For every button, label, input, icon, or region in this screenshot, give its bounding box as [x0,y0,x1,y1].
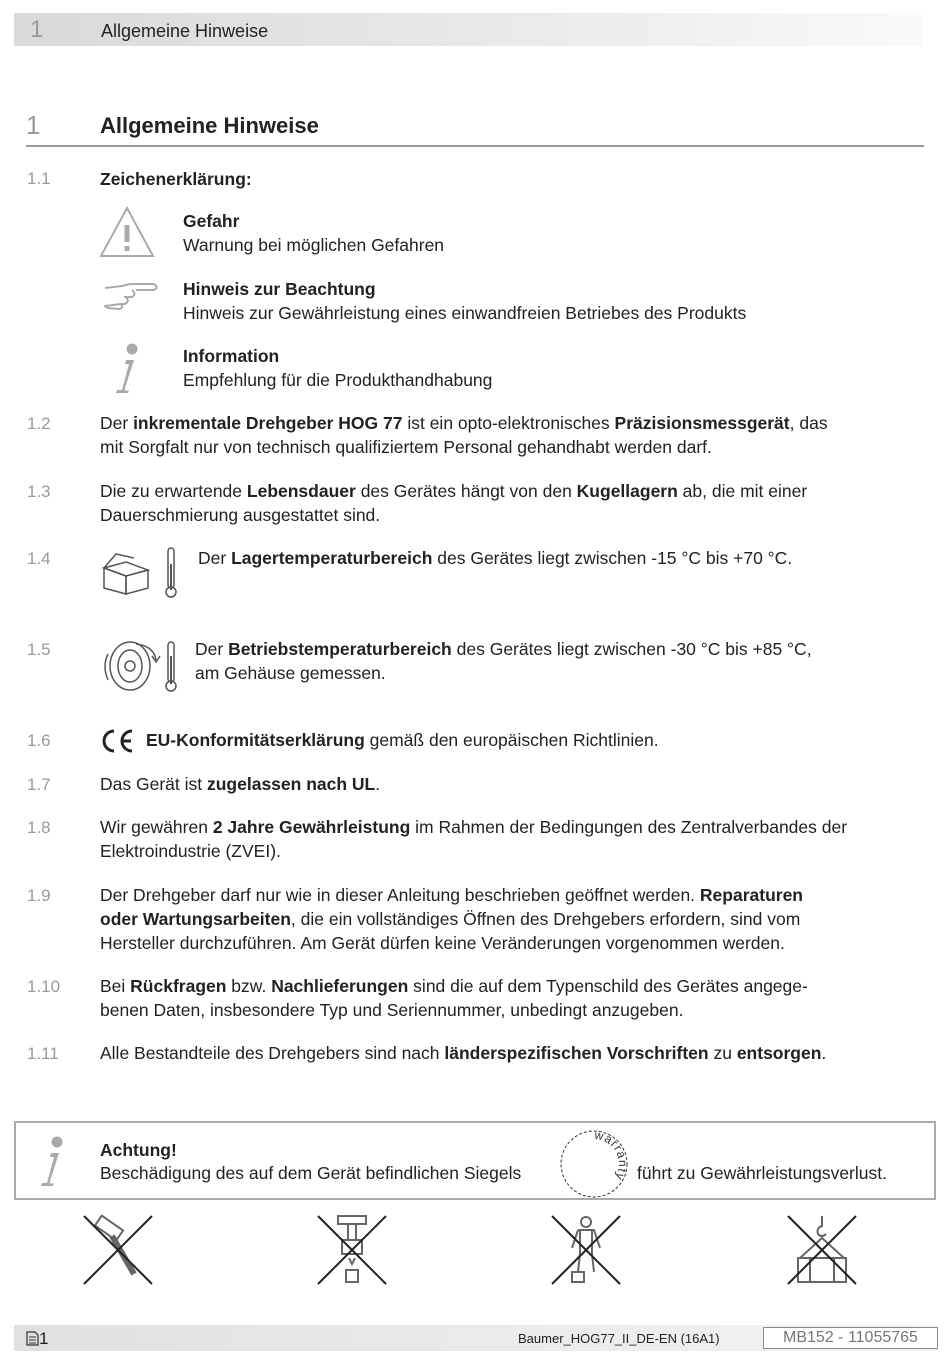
document-id: Baumer_HOG77_II_DE-EN (16A1) [518,1331,720,1346]
no-standing-icon [550,1214,622,1286]
chapter-number: 1 [26,110,41,140]
chapter-title: Allgemeine Hinweise [100,113,319,138]
paragraph-1-7: Das Gerät ist zugelassen nach UL. [100,774,381,794]
section-number: 1.3 [27,482,51,501]
no-hanging-load-icon [786,1214,858,1286]
svg-text:warranty: warranty [593,1127,630,1184]
no-impact-icon [316,1214,388,1286]
page-header-bar [14,13,922,46]
paragraph-1-3-line-1: Die zu erwartende Lebensdauer des Gerätes hängt von den Kugellagern ab, die mit einer [100,481,808,501]
notice-text-start: Beschädigung des auf dem Gerät befindlichen Siegels [100,1163,522,1183]
notice-text-end: führt zu Gewährleistungsverlust. [637,1163,887,1183]
header-chapter-title: Allgemeine Hinweise [101,21,269,41]
section-title: Zeichenerklärung: [100,169,252,189]
warranty-seal-icon [557,1127,631,1201]
paragraph-1-2-line-2: mit Sorgfalt nur von technisch qualifiziertem Personal gehandhabt werden darf. [100,437,712,457]
legend-title-info: Information [183,346,280,366]
paragraph-1-4: Der Lagertemperaturbereich des Gerätes liegt zwischen -15 °C bis +70 °C. [198,548,793,568]
paragraph-1-8-line-2: Elektroindustrie (ZVEI). [100,841,281,861]
section-number: 1.10 [27,977,61,996]
section-number: 1.2 [27,414,51,433]
section-number: 1.1 [27,169,51,188]
paragraph-1-8-line-1: Wir gewähren 2 Jahre Gewährleistung im Rahmen der Bedingungen des Zentralverbandes der [100,817,848,837]
legend-text-note: Hinweis zur Gewährleistung eines einwandfreien Betriebes des Produkts [183,303,747,323]
header-chapter-number: 1 [30,16,44,43]
info-i-icon [36,1135,68,1189]
section-number: 1.4 [27,549,51,568]
legend-text-danger: Warnung bei möglichen Gefahren [183,235,445,255]
section-number: 1.7 [27,775,51,794]
storage-box-thermometer-icon [100,544,182,600]
paragraph-1-9-line-1: Der Drehgeber darf nur wie in dieser Anleitung beschrieben geöffnet werden. Reparaturen [100,885,803,905]
info-i-icon [112,342,142,396]
heading-rule [26,145,924,147]
section-number: 1.5 [27,640,51,659]
no-hammer-icon [82,1214,154,1286]
paragraph-1-11: Alle Bestandteile des Drehgebers sind nach länderspezifischen Vorschriften zu entsorgen. [100,1043,827,1063]
manual-code-box: MB152 - 11055765 [763,1327,938,1349]
paragraph-1-9-line-2: oder Wartungsarbeiten, die ein vollständiges Öffnen des Drehgebers erfordern, sind vom [100,909,801,929]
warning-triangle-icon [98,205,156,259]
section-number: 1.8 [27,818,51,837]
page-footer [14,1325,938,1351]
ce-mark-icon [98,728,136,754]
document-icon [26,1331,39,1346]
section-number: 1.11 [27,1044,59,1063]
paragraph-1-5-line-2: am Gehäuse gemessen. [195,663,386,683]
notice-title: Achtung! [100,1140,177,1160]
paragraph-1-10-line-1: Bei Rückfragen bzw. Nachlieferungen sind die auf dem Typenschild des Gerätes angege- [100,976,808,996]
pointing-hand-icon [102,280,160,312]
section-number: 1.9 [27,886,51,905]
paragraph-1-9-line-3: Hersteller durchzuführen. Am Gerät dürfen keine Veränderungen vorgenommen werden. [100,933,785,953]
paragraph-1-5-line-1: Der Betriebstemperaturbereich des Gerätes liegt zwischen -30 °C bis +85 °C, [195,639,812,659]
section-number: 1.6 [27,731,51,750]
paragraph-1-3-line-2: Dauerschmierung ausgestattet sind. [100,505,381,525]
legend-title-danger: Gefahr [183,211,240,231]
paragraph-1-6: EU-Konformitätserklärung gemäß den europäischen Richtlinien. [146,730,659,750]
operating-encoder-thermometer-icon [100,636,182,696]
legend-text-info: Empfehlung für die Produkthandhabung [183,370,493,390]
legend-title-note: Hinweis zur Beachtung [183,279,376,299]
paragraph-1-10-line-2: benen Daten, insbesondere Typ und Seriennummer, unbedingt anzugeben. [100,1000,684,1020]
paragraph-1-2-line-1: Der inkrementale Drehgeber HOG 77 ist ein opto-elektronisches Präzisionsmessgerät, das [100,413,828,433]
page-number: 1 [26,1329,48,1349]
